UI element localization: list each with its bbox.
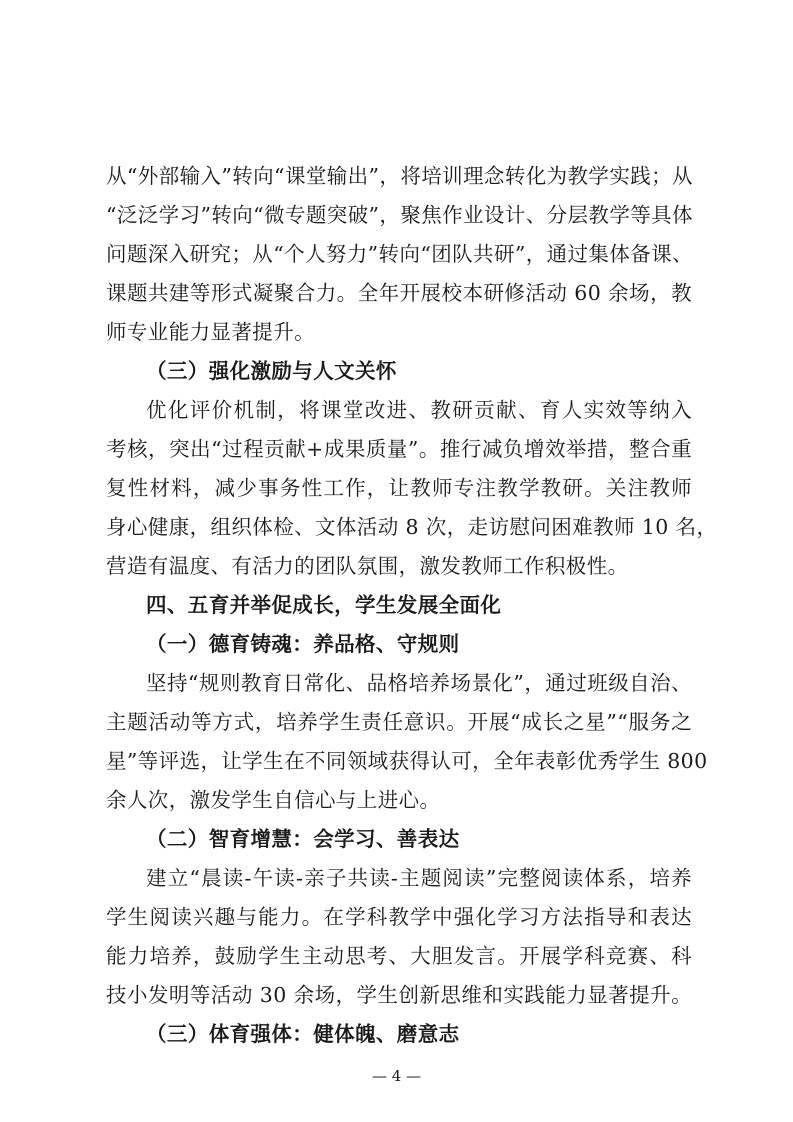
body-line: 坚持“规则教育日常化、品格培养场景化”，通过班级自治、 <box>146 671 692 695</box>
page-number: — 4 — <box>371 1067 422 1085</box>
body-line: 营造有温度、有活力的团队氛围，激发教师工作积极性。 <box>106 554 629 578</box>
body-line: “泛泛学习”转向“微专题突破”，聚焦作业设计、分层教学等具体 <box>106 203 693 227</box>
section-heading: （二）智育增慧：会学习、善表达 <box>146 827 460 851</box>
chapter-heading: 四、五育并举促成长，学生发展全面化 <box>146 593 502 617</box>
body-line: 师专业能力显著提升。 <box>106 320 315 344</box>
body-line: 问题深入研究；从“个人努力”转向“团队共研”，通过集体备课、 <box>106 242 693 266</box>
body-line: 从“外部输入”转向“课堂输出”，将培训理念转化为教学实践；从 <box>106 164 693 188</box>
body-line: 余人次，激发学生自信心与上进心。 <box>106 788 441 812</box>
body-line: 星”等评选，让学生在不同领域获得认可，全年表彰优秀学生 800 <box>106 749 708 773</box>
body-line: 优化评价机制，将课堂改进、教研贡献、育人实效等纳入 <box>146 398 692 422</box>
body-line: 考核，突出“过程贡献+成果质量”。推行减负增效举措，整合重 <box>106 437 692 461</box>
body-line: 学生阅读兴趣与能力。在学科教学中强化学习方法指导和表达 <box>106 905 692 929</box>
body-line: 课题共建等形式凝聚合力。全年开展校本研修活动 60 余场，教 <box>106 281 692 305</box>
body-line: 能力培养，鼓励学生主动思考、大胆发言。开展学科竞赛、科 <box>106 944 692 968</box>
body-line: 技小发明等活动 30 余场，学生创新思维和实践能力显著提升。 <box>106 983 692 1007</box>
section-heading: （三）强化激励与人文关怀 <box>146 359 397 383</box>
body-line: 身心健康，组织体检、文体活动 8 次，走访慰问困难教师 10 名， <box>106 515 718 539</box>
body-line: 复性材料，减少事务性工作，让教师专注教学教研。关注教师 <box>106 476 692 500</box>
section-heading: （一）德育铸魂：养品格、守规则 <box>146 632 460 656</box>
section-heading: （三）体育强体：健体魄、磨意志 <box>146 1022 460 1046</box>
body-line: 建立“晨读-午读-亲子共读-主题阅读”完整阅读体系，培养 <box>146 866 692 890</box>
body-line: 主题活动等方式，培养学生责任意识。开展“成长之星”“服务之 <box>106 710 692 734</box>
